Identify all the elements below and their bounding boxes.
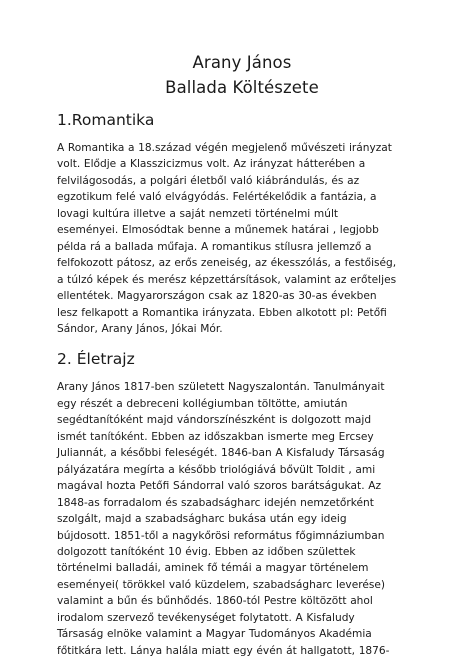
text-line: egzotikum felé való elvágyódás. Felértékelődik a fantázia, a [57,191,377,204]
section-paragraph [57,379,427,659]
text-line: lovagi kultúra illetve a saját nemzeti történelmi múlt [57,207,339,220]
text-line: volt. Elődje a Klasszicizmus volt. Az irányzat hátterében a [57,158,366,171]
text-line: A Romantika a 18.század végén megjelenő művészeti irányzat [57,142,392,154]
text-line: Társaság elnöke valamint a Magyar Tudományos Akadémia [57,628,372,641]
text-line: egy részét a debreceni kollégiumban töltötte, amiután [57,397,348,410]
text-line: példa rá a ballada műfaja. A romantikus stílusra jellemző a [57,240,372,253]
text-line: felvilágosodás, a polgári életből való kiábrándulás, és az [57,174,360,187]
section-spacer [57,337,427,349]
text-line: bújdosott. 1851-től a nagykőrösi református főgimnáziumban [57,529,385,542]
text-line: segédtanítóként majd vándorszínészként is dolgozott majd [57,414,372,427]
section-romantika [57,110,427,337]
text-line: a túlzó képek és merész képzettársítások, valamint az erőteljes [57,273,397,286]
text-line: szolgált, majd a szabadságharc bukása után egy ideig [57,513,347,526]
text-line: felfokozott pátosz, az erős zeneiség, az ékesszólás, a festőiség, [57,257,397,270]
text-line: eseményei( törökkel való küzdelem, szabadságharc leverése) [57,578,386,591]
text-line: eseményei. Elmosódtak benne a műnemek határai , legjobb [57,224,379,237]
text-line: irodalom szervező tevékenységet folytatott. A Kisfaludy [57,611,355,624]
text-line: magával hozta Petőfi Sándorral való szoros barátságukat. Az [57,480,382,493]
section-heading: 1.Romantika [57,111,155,129]
text-line: dolgozott tanítóként 10 évig. Ebben az időben születtek [57,545,356,558]
document-title: Arany János [192,53,292,72]
text-line: ismét tanítóként. Ebben az időszakban ismerte meg Ercsey [57,430,374,443]
text-line: Arany János 1817-ben született Nagyszalontán. Tanulmányait [57,381,385,394]
section-paragraph [57,140,427,337]
text-line: Juliannát, a későbbi feleségét. 1846-ban A Kisfaludy Társaság [57,447,385,460]
text-line: ellentétek. Magyarországon csak az 1820-as 30-as években [57,290,377,303]
text-line: lesz felkapott a Romantika irányzata. Ebben alkotott pl: Petőfi [57,306,387,319]
text-line: valamint a bűn és bűnhődés. 1860-tól Pestre költözött ahol [57,595,373,608]
text-line: pályázatára megírta a később triológiává bővült Toldit , ami [57,463,376,476]
document-page [57,52,427,659]
text-line: történelmi balladái, aminek fő témái a magyar történelem [57,562,369,575]
section-eletrajz [57,349,427,659]
text-line: 1848-as forradalom és szabadságharc idején nemzetőrként [57,496,374,509]
text-line: Sándor, Arany János, Jókai Mór. [57,322,223,335]
section-heading: 2. Életrajz [57,350,135,369]
document-subtitle: Ballada Költészete [165,78,319,97]
text-line: főtitkára lett. Lánya halála miatt egy évén át hallgatott, 1876- [57,644,390,657]
